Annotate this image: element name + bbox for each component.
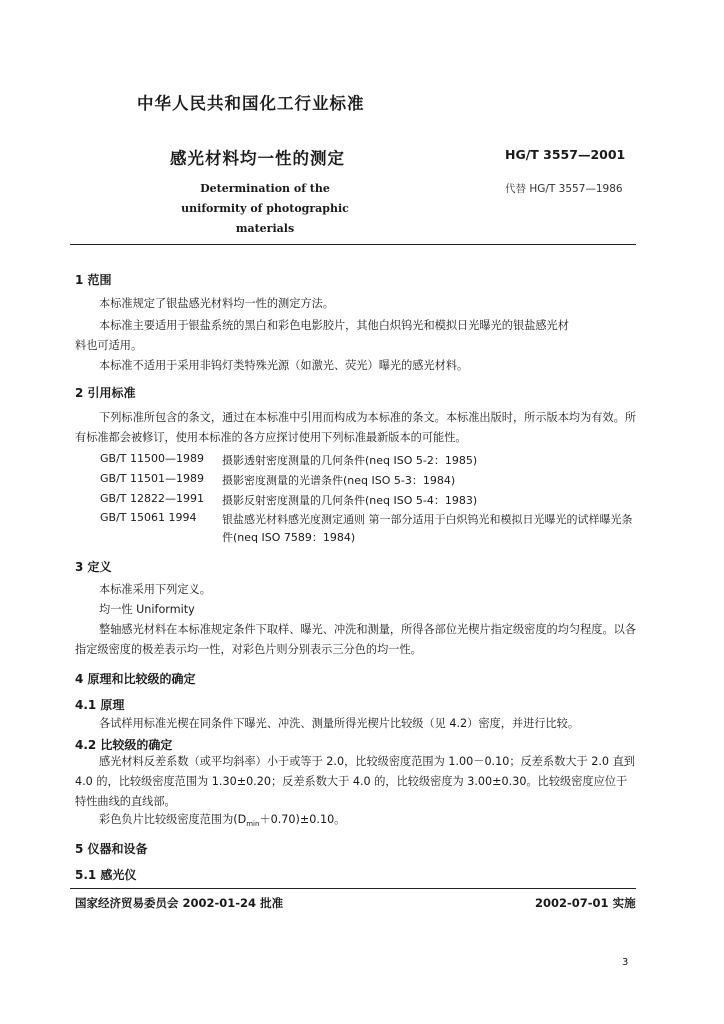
- section-4-1-text: 各试样用标准光楔在同条件下曝光、冲洗、测量所得光楔片比较级（见 4.2）密度，并进行比较。: [99, 717, 580, 730]
- approval-line: 国家经济贸易委员会 2002-01-24 批准: [75, 896, 284, 910]
- term-uniformity: 均一性 Uniformity: [99, 603, 195, 616]
- page-number: 3: [622, 957, 629, 968]
- section-4-1-heading: 4.1 原理: [75, 698, 125, 712]
- section-1-para-2-line-2: 料也可适用。: [75, 339, 143, 352]
- section-2-intro: 下列标准所包含的条文，通过在本标准中引用而构成为本标准的条文。本标准出版时，所示版本均为有效。所有标准都会被修订，使用本标准的各方应探讨使用下列标准最新版本的可能性。: [75, 411, 637, 444]
- standard-title-zh: 感光材料均一性的测定: [170, 149, 345, 168]
- header-divider: [70, 244, 636, 245]
- ref-title: 摄影透射密度测量的几何条件(neq ISO 5-2：1985): [222, 454, 478, 467]
- section-2-heading: 2 引用标准: [75, 386, 136, 400]
- ref-code: GB/T 12822—1991: [100, 492, 204, 505]
- implementation-date: 2002-07-01 实施: [535, 896, 636, 910]
- section-1-para-3: 本标准不适用于采用非钨灯类特殊光源（如激光、荧光）曝光的感光材料。: [99, 359, 469, 372]
- section-4-heading: 4 原理和比较级的确定: [75, 672, 196, 686]
- ref-code: GB/T 11500—1989: [100, 452, 204, 465]
- section-5-1-heading: 5.1 感光仪: [75, 868, 137, 882]
- ref-code: GB/T 11501—1989: [100, 472, 204, 485]
- section-1-para-2-line-1: 本标准主要适用于银盐系统的黑白和彩色电影胶片，其他白炽钨光和模拟日光曝光的银盐感光材: [99, 319, 569, 332]
- section-4-2-heading: 4.2 比较级的确定: [75, 738, 173, 752]
- section-1-para-1: 本标准规定了银盐感光材料均一性的测定方法。: [99, 297, 334, 310]
- standard-title-en: Determination of the uniformity of photographic materials: [181, 182, 349, 235]
- section-1-heading: 1 范围: [75, 273, 112, 287]
- ref-title: 银盐感光材料感光度测定通则 第一部分适用于白炽钨光和模拟日光曝光的试样曝光条件(neq ISO 7589：1984): [222, 513, 633, 544]
- ref-title: 摄影密度测量的光谱条件(neq ISO 5-3：1984): [222, 474, 456, 487]
- standard-code: HG/T 3557—2001: [505, 147, 626, 162]
- ref-title: 摄影反射密度测量的几何条件(neq ISO 5-4：1983): [222, 494, 478, 507]
- ref-code: GB/T 15061 1994: [100, 511, 197, 524]
- section-3-heading: 3 定义: [75, 560, 112, 574]
- replaces-note: 代替 HG/T 3557—1986: [505, 183, 623, 195]
- section-5-heading: 5 仪器和设备: [75, 842, 148, 856]
- term-definition: 整轴感光材料在本标准规定条件下取样、曝光、冲洗和测量，所得各部位光楔片指定级密度的均匀程度。以各指定级密度的极差表示均一性，对彩色片则分别表示三分色的均一性。: [75, 623, 637, 656]
- section-3-para-1: 本标准采用下列定义。: [99, 583, 211, 596]
- footer-divider: [70, 888, 636, 889]
- issuing-authority: 中华人民共和国化工行业标准: [137, 94, 365, 113]
- section-4-2-color-note: 彩色负片比较级密度范围为$(D_{min}+0.70)\pm 0.10$。: [99, 813, 346, 829]
- section-4-2-text: 感光材料反差系数（或平均斜率）小于或等于 2.0，比较级密度范围为 1.00－0.10；反差系数大于 2.0 直到 4.0 的，比较级密度范围为 1.30±0.20；反差系数大于 4.0 的，比较级密度为 3.00±0.30。比较级密度应位于特性曲线的直线部。: [75, 755, 635, 808]
